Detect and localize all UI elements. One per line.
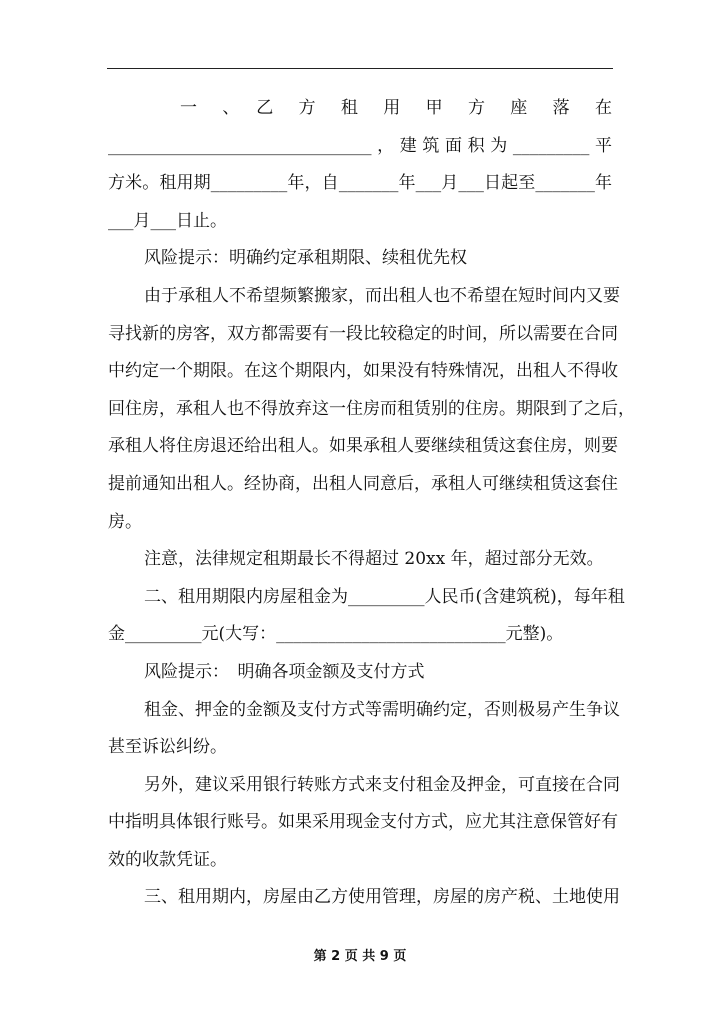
text-line: 房。 [108, 511, 142, 532]
text-line: 注意，法律规定租期最长不得超过 20xx 年，超过部分无效。 [144, 549, 604, 570]
paragraph [108, 243, 612, 281]
text-line: 租金、押金的金额及支付方式等需明确约定，否则极易产生争议 [144, 699, 620, 720]
text-line: 二、租用期限内房屋租金为_________人民币(含建筑税)，每年租 [144, 586, 625, 607]
text-line: 提前通知出租人。经协商，出租人同意后，承租人可继续租赁这套住 [108, 473, 618, 494]
paragraph [108, 93, 612, 243]
text-line: 甚至诉讼纠纷。 [108, 737, 227, 758]
paragraph [108, 582, 625, 657]
text-line: 中指明具体银行账号。如果采用现金支付方式，应尤其注意保管好有 [108, 812, 618, 833]
text-line: 方米。租用期_________年，自_______年___月___日起至_______年 [108, 173, 612, 194]
paragraph [108, 770, 620, 883]
paragraph [108, 544, 612, 582]
document-body [108, 93, 635, 920]
text-line: ___月___日止。 [108, 210, 227, 231]
text-line: _______________________________，建筑面积为_________平 [108, 135, 612, 156]
text-line: 另外，建议采用银行转账方式来支付租金及押金，可直接在合同 [144, 774, 620, 795]
text-line: 承租人将住房退还给出租人。如果承租人要继续租赁这套住房，则要 [108, 436, 618, 457]
text-line: 效的收款凭证。 [108, 849, 227, 870]
text-line: 由于承租人不希望频繁搬家，而出租人也不希望在短时间内又要 [144, 285, 620, 306]
text-line: 寻找新的房客，双方都需要有一段比较稳定的时间，所以需要在合同 [108, 323, 618, 344]
text-line: 三、租用期内，房屋由乙方使用管理，房屋的房产税、土地使用 [144, 887, 620, 908]
paragraph [108, 695, 620, 770]
paragraph [108, 882, 620, 920]
text-line: 一 、 乙 方 租 用 甲 方 座 落 在 [180, 98, 612, 118]
page-footer: 第 2 页 共 9 页 [313, 949, 407, 964]
text-line: 金_________元(大写：___________________________元整)。 [108, 624, 564, 645]
text-line: 风险提示：明确约定承租期限、续租优先权 [144, 248, 467, 269]
text-line: 回住房，承租人也不得放弃这一住房而租赁别的住房。期限到了之后， [108, 398, 635, 419]
paragraph [108, 657, 612, 695]
paragraph [108, 281, 635, 544]
header-rule [107, 68, 613, 69]
text-line: 中约定一个期限。在这个期限内，如果没有特殊情况，出租人不得收 [108, 361, 618, 382]
text-line: 风险提示： 明确各项金额及支付方式 [144, 661, 425, 682]
